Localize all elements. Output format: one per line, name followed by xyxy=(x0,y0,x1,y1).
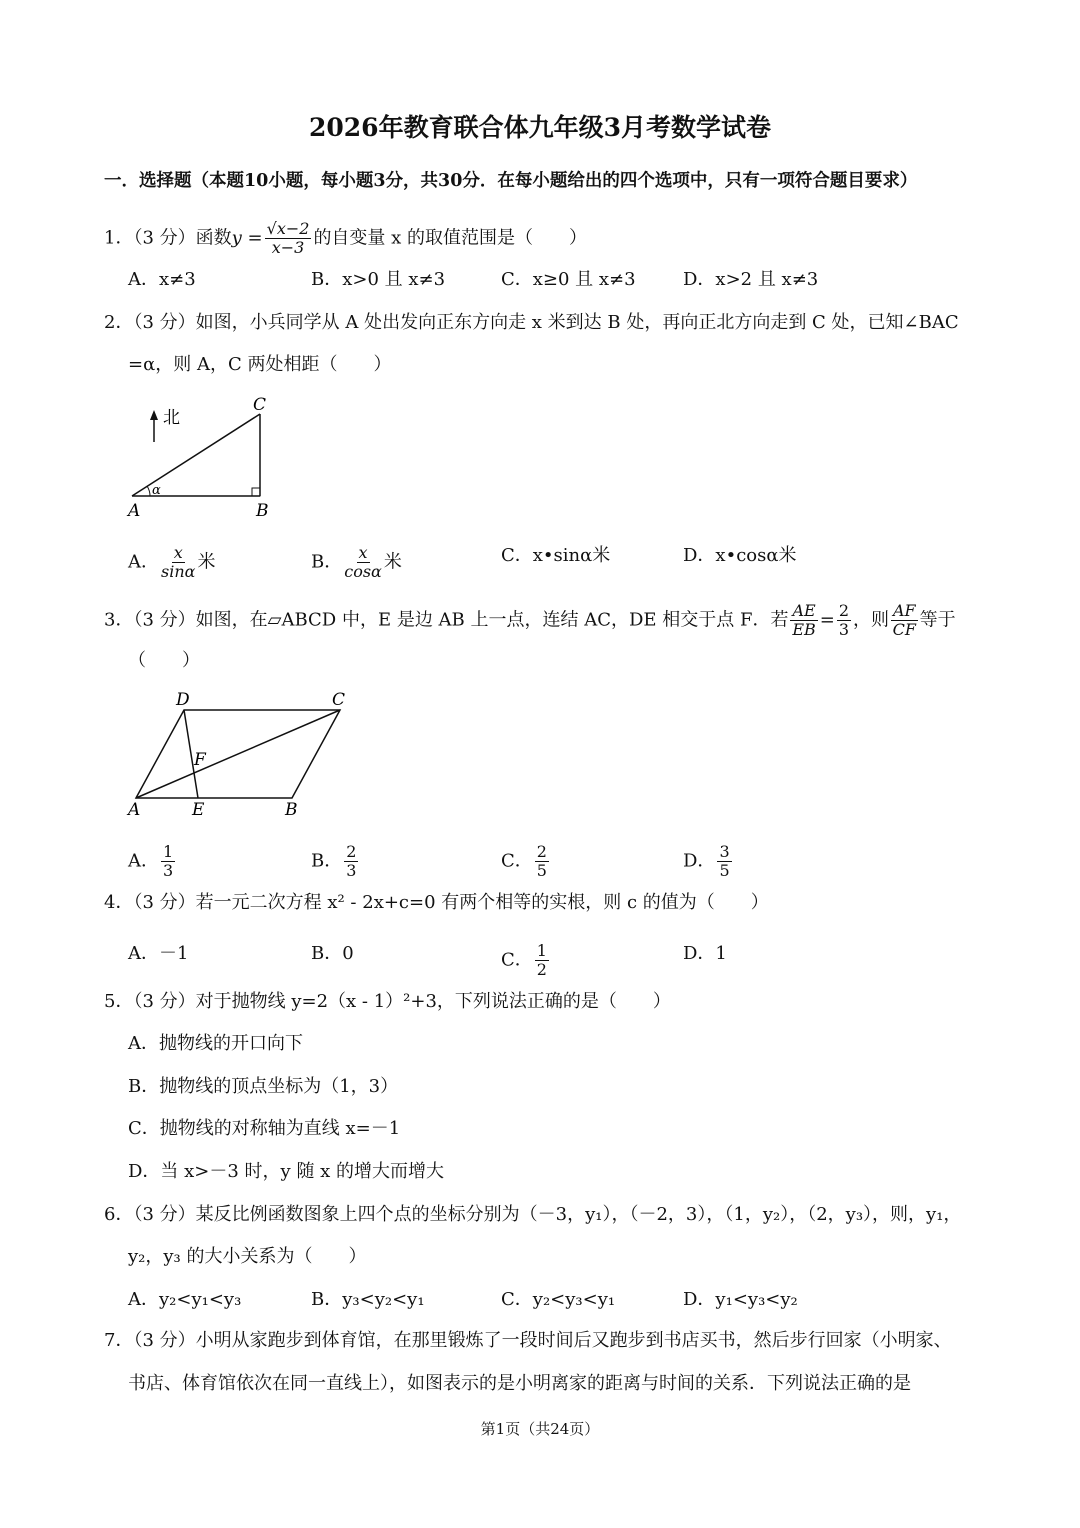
frac-num: 1 xyxy=(163,842,174,861)
q6-option-a: A．y₂<y₁<y₃ xyxy=(128,1289,242,1310)
equals: = xyxy=(819,609,835,631)
frac xyxy=(717,843,731,880)
q6-option-b: B．y₃<y₂<y₁ xyxy=(311,1289,425,1310)
question-6-line1: 6．（3 分）某反比例函数图象上四个点的坐标分别为（－3，y₁），（－2，3），（1，y₂），（2，y₃），则，y₁， xyxy=(104,1204,962,1225)
q3-frac-ae-eb xyxy=(790,602,817,639)
q1-option-a: A．x≠3 xyxy=(128,269,196,290)
q2-option-b xyxy=(311,544,402,581)
q3-parallelogram-figure xyxy=(120,685,360,820)
frac-den: 3 xyxy=(346,861,357,880)
point-a-label: A xyxy=(128,800,141,820)
frac-num: AF xyxy=(893,601,916,620)
unit: 米 xyxy=(197,551,216,573)
question-3-stem xyxy=(104,602,956,639)
frac-num: 2 xyxy=(346,842,357,861)
q3-frac-af-cf xyxy=(891,602,918,639)
q1-fraction xyxy=(265,220,312,257)
point-d-label: D xyxy=(176,690,190,710)
frac-den: sinα xyxy=(161,562,196,581)
q2-a-label: A． xyxy=(128,551,159,573)
q1-option-d: D．x>2 且 x≠3 xyxy=(683,269,819,290)
q3-suffix: 等于 xyxy=(919,609,956,631)
q4-option-d: D．1 xyxy=(683,943,727,964)
frac-num: x xyxy=(358,543,368,562)
point-e-label: E xyxy=(192,800,205,820)
question-1-stem xyxy=(104,220,587,257)
frac-den: 5 xyxy=(536,861,547,880)
unit: 米 xyxy=(383,551,402,573)
point-c-label: C xyxy=(332,690,346,710)
q1-suffix: 的自变量 x 的取值范围是（ ） xyxy=(313,227,588,249)
q4-option-c xyxy=(501,942,551,979)
q2-b-label: B． xyxy=(311,551,343,573)
q4-option-a: A．－1 xyxy=(128,943,189,964)
q3-paren: （ ） xyxy=(128,650,200,671)
label: B． xyxy=(311,850,343,872)
q1-y: y = xyxy=(231,227,263,249)
page-title: 2026年教育联合体九年级3月考数学试卷 xyxy=(309,113,771,142)
frac-num: 2 xyxy=(536,842,547,861)
frac-num: 2 xyxy=(838,601,849,620)
page-footer: 第1页（共24页） xyxy=(480,1420,600,1438)
question-2-line1: 2．（3 分）如图，小兵同学从 A 处出发向正东方向走 x 米到达 B 处，再向正北方向走到 C 处，已知∠BAC xyxy=(104,312,959,333)
label: A． xyxy=(128,850,159,872)
frac-num: 3 xyxy=(719,842,730,861)
label: C． xyxy=(501,850,533,872)
q1-option-b: B．x>0 且 x≠3 xyxy=(311,269,446,290)
frac xyxy=(344,843,358,880)
question-5-stem: 5．（3 分）对于抛物线 y=2（x - 1）²+3，下列说法正确的是（ ） xyxy=(104,991,671,1012)
q6-option-d: D．y₁<y₃<y₂ xyxy=(683,1289,798,1310)
q3-option-c xyxy=(501,843,551,880)
q2-triangle-figure xyxy=(120,390,280,525)
q3-option-d xyxy=(683,843,734,880)
point-b-label: B xyxy=(285,800,298,820)
q3-option-a xyxy=(128,843,177,880)
q3-frac-2-3 xyxy=(837,602,851,639)
alpha-label: α xyxy=(152,483,161,498)
frac-den: 3 xyxy=(163,861,174,880)
frac-den: EB xyxy=(792,620,816,639)
section-header: 一．选择题（本题10小题，每小题3分，共30分．在每小题给出的四个选项中，只有一项符合题目要求） xyxy=(104,171,918,191)
q1-option-c: C．x≥0 且 x≠3 xyxy=(501,269,636,290)
frac-den: cosα xyxy=(344,562,382,581)
point-a-label: A xyxy=(128,501,141,521)
frac-den: 2 xyxy=(536,960,547,979)
question-7-line2: 书店、体育馆依次在同一直线上），如图表示的是小明离家的距离与时间的关系．下列说法正确的是 xyxy=(128,1373,911,1394)
frac xyxy=(535,843,549,880)
north-label: 北 xyxy=(163,408,180,428)
frac-num: 1 xyxy=(536,941,547,960)
q2-option-d: D．x•cosα米 xyxy=(683,545,797,566)
q3-option-b xyxy=(311,843,360,880)
q2-b-frac xyxy=(344,544,382,581)
q1-prefix: 1．（3 分）函数 xyxy=(104,227,232,249)
q2-option-c: C．x•sinα米 xyxy=(501,545,611,566)
frac-den: 3 xyxy=(838,620,849,639)
label: C． xyxy=(501,949,533,971)
q2-option-a xyxy=(128,544,215,581)
q4-option-b: B．0 xyxy=(311,943,354,964)
q1-frac-num: √x−2 xyxy=(266,219,310,238)
q6-option-c: C．y₂<y₃<y₁ xyxy=(501,1289,616,1310)
point-b-label: B xyxy=(256,501,269,521)
question-7-line1: 7．（3 分）小明从家跑步到体育馆，在那里锻炼了一段时间后又跑步到书店买书，然后步行回家（小明家、 xyxy=(104,1330,952,1351)
frac-num: x xyxy=(173,543,183,562)
q5-option-a: A．抛物线的开口向下 xyxy=(128,1033,303,1054)
point-c-label: C xyxy=(253,395,267,415)
q5-option-c: C．抛物线的对称轴为直线 x=－1 xyxy=(128,1118,401,1139)
q5-option-b: B．抛物线的顶点坐标为（1，3） xyxy=(128,1076,399,1097)
question-6-line2: y₂，y₃ 的大小关系为（ ） xyxy=(128,1246,367,1267)
q3-mid: ，则 xyxy=(853,609,889,631)
q3-prefix: 3．（3 分）如图，在▱ABCD 中，E 是边 AB 上一点，连结 AC，DE 相交于点 F．若 xyxy=(104,609,789,631)
frac-den: 5 xyxy=(719,861,730,880)
point-f-label: F xyxy=(194,750,206,770)
label: D． xyxy=(683,850,716,872)
frac-num: AE xyxy=(792,601,816,620)
question-2-line2: =α，则 A，C 两处相距（ ） xyxy=(128,354,392,375)
q2-a-frac xyxy=(161,544,195,581)
frac xyxy=(535,942,549,979)
q1-frac-den: x−3 xyxy=(271,238,305,257)
frac xyxy=(161,843,175,880)
question-4-stem: 4．（3 分）若一元二次方程 x² - 2x+c=0 有两个相等的实根，则 c 的值为（ ） xyxy=(104,892,769,913)
q5-option-d: D．当 x>－3 时，y 随 x 的增大而增大 xyxy=(128,1161,445,1182)
frac-den: CF xyxy=(892,620,916,639)
